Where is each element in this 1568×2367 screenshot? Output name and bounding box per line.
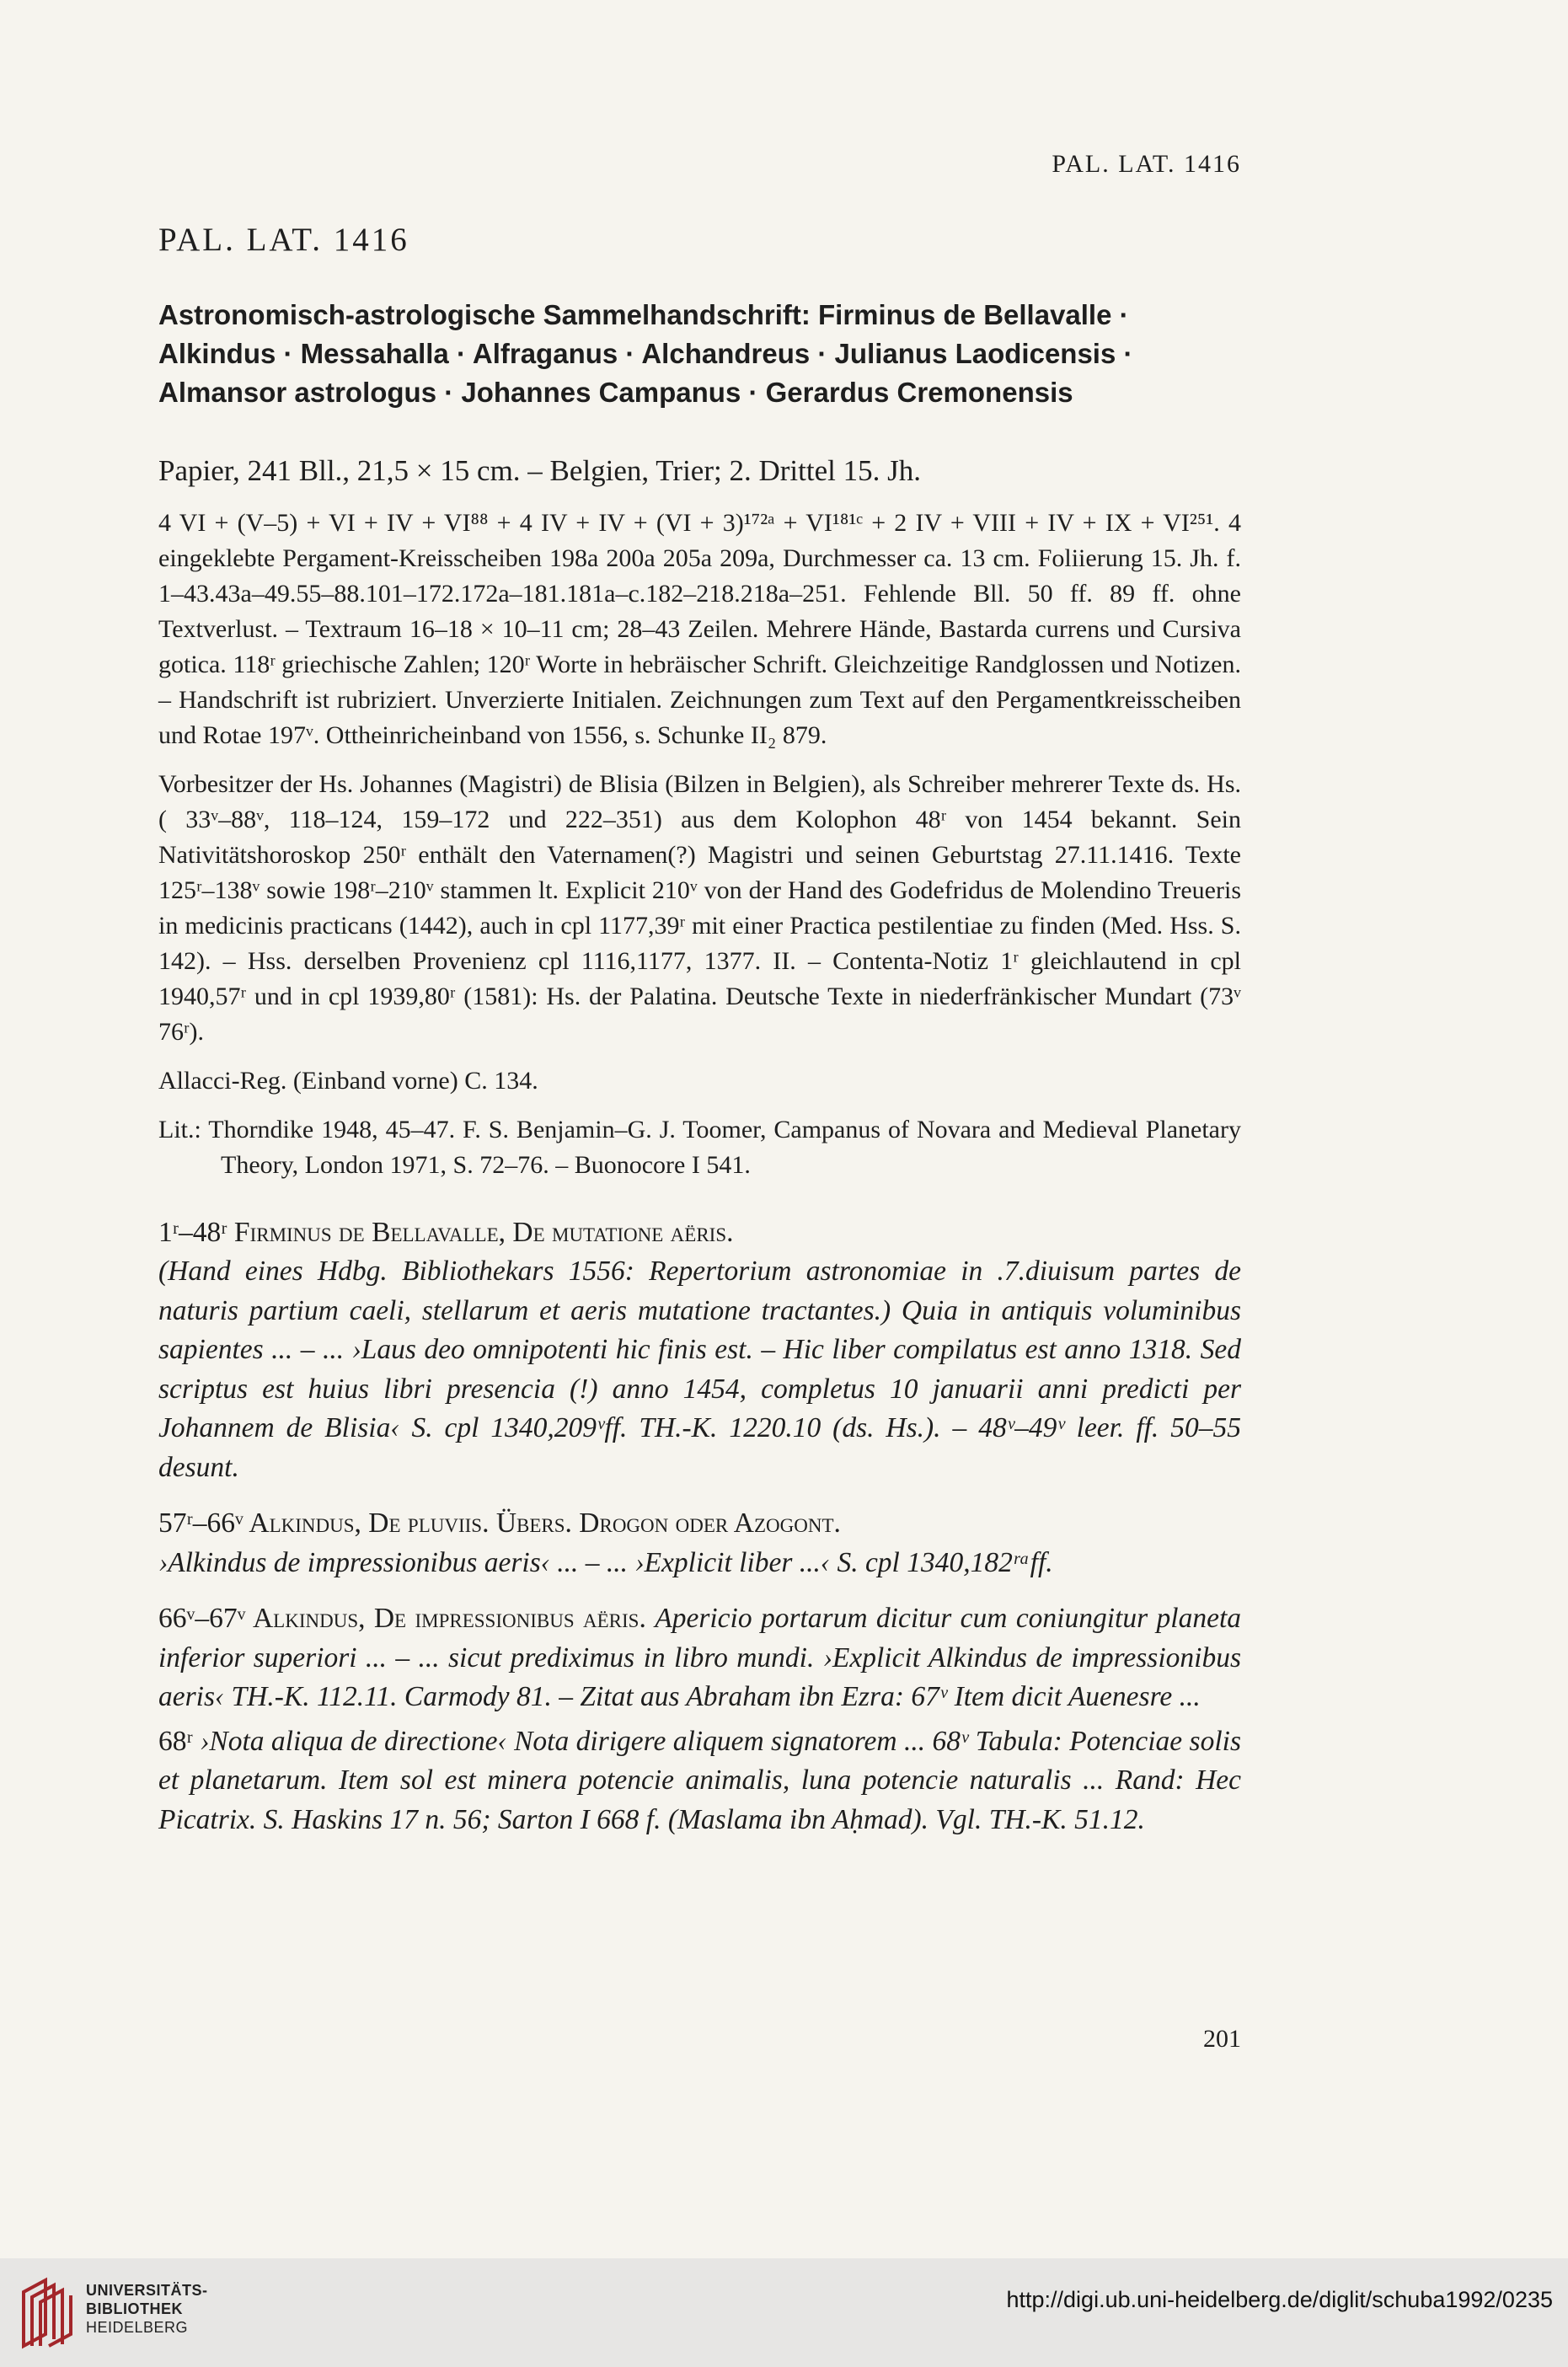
- footer-bar: [0, 2258, 1568, 2367]
- page-number: 201: [1203, 2025, 1241, 2053]
- content-entry: [158, 1504, 1241, 1582]
- collation-paragraph: 4 VI + (V–5) + VI + IV + VI⁸⁸ + 4 IV + IV + (VI + 3)¹⁷²ᵃ + VI¹⁸¹ᶜ + 2 IV + VIII + IV + IX + VI²⁵¹. 4 eingeklebte Pergament-Kreisscheiben 198a 200a 205a 209a, Durchmesser ca. 13 cm. Foliierung 15. Jh. f. 1–43.43a–49.55–88.101–172.172a–181.181a–c.182–218.218a–251. Fehlende Bll. 50 ff. 89 ff. ohne Textverlust. – Textraum 16–18 × 10–11 cm; 28–43 Zeilen. Mehrere Hände, Bastarda currens und Cursiva gotica. 118ʳ griechische Zahlen; 120ʳ Worte in hebräischer Schrift. Gleichzeitige Randglossen und Notizen. – Handschrift ist rubriziert. Unverzierte Initialen. Zeichnungen zum Text auf den Pergamentkreisscheiben und Rotae 197ᵛ. Ottheinricheinband von 1556, s. Schunke II₂ 879.: [158, 508, 1241, 749]
- library-name-line: BIBLIOTHEK: [86, 2300, 183, 2317]
- library-name[interactable]: [86, 2281, 208, 2337]
- entry-text: Apericio portarum dicitur cum coniungitur planeta inferior superiori ... – ... sicut prediximus in libro mundi. ›Explicit Alkindus de impressionibus aeris‹ TH.-K. 112.11. Carmody 81. – Zitat aus Abraham ibn Ezra: 67ᵛ Item dicit Auenesre ...: [158, 1603, 1242, 1712]
- page-content: [158, 221, 1241, 1856]
- content-entry: [158, 1599, 1241, 1717]
- entry-heading: 68ʳ: [158, 1725, 193, 1757]
- manuscript-signature: PAL. LAT. 1416: [158, 222, 409, 258]
- library-name-line: UNIVERSITÄTS-: [86, 2282, 208, 2299]
- library-logo-icon[interactable]: [20, 2275, 74, 2349]
- entry-heading: 66ᵛ–67ᵛ Alkindus, De impressionibus aëris.: [158, 1603, 646, 1634]
- manuscript-title: Astronomisch-astrologische Sammelhandschrift: Firminus de Bellavalle · Alkindus · Messahalla · Alfraganus · Alchandreus · Julianus Laodicensis · Almansor astrologus · Johannes Campanus · Gerardus Cremonensis: [158, 298, 1133, 408]
- allacci-register: Allacci-Reg. (Einband vorne) C. 134.: [158, 1066, 538, 1095]
- entry-text: (Hand eines Hdbg. Bibliothekars 1556: Repertorium astronomiae in .7.diuisum partes de naturis partium caeli, stellarum et aeris mutatione tractantes.) Quia in antiquis voluminibus sapientes ... – ... ›Laus deo omnipotenti hic finis est. – Hic liber compilatus est anno 1318. Sed scriptus est huius libri presencia (!) anno 1454, completus 10 januarii anni predicti per Johannem de Blisia‹ S. cpl 1340,209ᵛff. TH.-K. 1220.10 (ds. Hs.). – 48ᵛ–49ᵛ leer. ff. 50–55 desunt.: [158, 1256, 1241, 1483]
- permalink-url[interactable]: http://digi.ub.uni-heidelberg.de/diglit/schuba1992/0235: [1006, 2287, 1553, 2312]
- content-entry: [158, 1213, 1241, 1488]
- content-entry: [158, 1722, 1241, 1840]
- entry-heading: 1ʳ–48ʳ Firminus de Bellavalle, De mutatione aëris.: [158, 1216, 734, 1248]
- entry-text: ›Alkindus de impressionibus aeris‹ ... – ... ›Explicit liber ...‹ S. cpl 1340,182ʳᵃff.: [158, 1546, 1053, 1578]
- entry-text: ›Nota aliqua de directione‹ Nota dirigere aliquem signatorem ... 68ᵛ Tabula: Potenciae solis et planetarum. Item sol est minera potencie animalis, luna potencie naturalis ... Rand: Hec Picatrix. S. Haskins 17 n. 56; Sarton I 668 f. (Maslama ibn Aḥmad). Vgl. TH.-K. 51.12.: [158, 1725, 1241, 1835]
- library-name-line: HEIDELBERG: [86, 2319, 189, 2336]
- provenance-paragraph: Vorbesitzer der Hs. Johannes (Magistri) de Blisia (Bilzen in Belgien), als Schreiber mehrerer Texte ds. Hs.( 33ᵛ–88ᵛ, 118–124, 159–172 und 222–351) aus dem Kolophon 48ʳ von 1454 bekannt. Sein Nativitätshoroskop 250ʳ enthält den Vaternamen(?) Magistri und seinen Geburtstag 27.11.1416. Texte 125ʳ–138ᵛ sowie 198ʳ–210ᵛ stammen lt. Explicit 210ᵛ von der Hand des Godefridus de Molendino Treueris in medicinis practicans (1442), auch in cpl 1177,39ʳ mit einer Practica pestilentiae zu finden (Med. Hss. S. 142). – Hss. derselben Provenienz cpl 1116,1177, 1377. II. – Contenta-Notiz 1ʳ gleichlautend in cpl 1940,57ʳ und in cpl 1939,80ʳ (1581): Hs. der Palatina. Deutsche Texte in niederfränkischer Mundart (73ᵛ 76ʳ).: [158, 769, 1241, 1046]
- entry-heading: 57ʳ–66ᵛ Alkindus, De pluviis. Übers. Drogon oder Azogont.: [158, 1507, 841, 1539]
- physical-description: Papier, 241 Bll., 21,5 × 15 cm. – Belgien, Trier; 2. Drittel 15. Jh.: [158, 453, 921, 487]
- running-head: PAL. LAT. 1416: [1052, 150, 1241, 178]
- literature-paragraph: Lit.: Thorndike 1948, 45–47. F. S. Benjamin–G. J. Toomer, Campanus of Novara and Medieval Planetary Theory, London 1971, S. 72–76. – Buonocore I 541.: [158, 1115, 1241, 1179]
